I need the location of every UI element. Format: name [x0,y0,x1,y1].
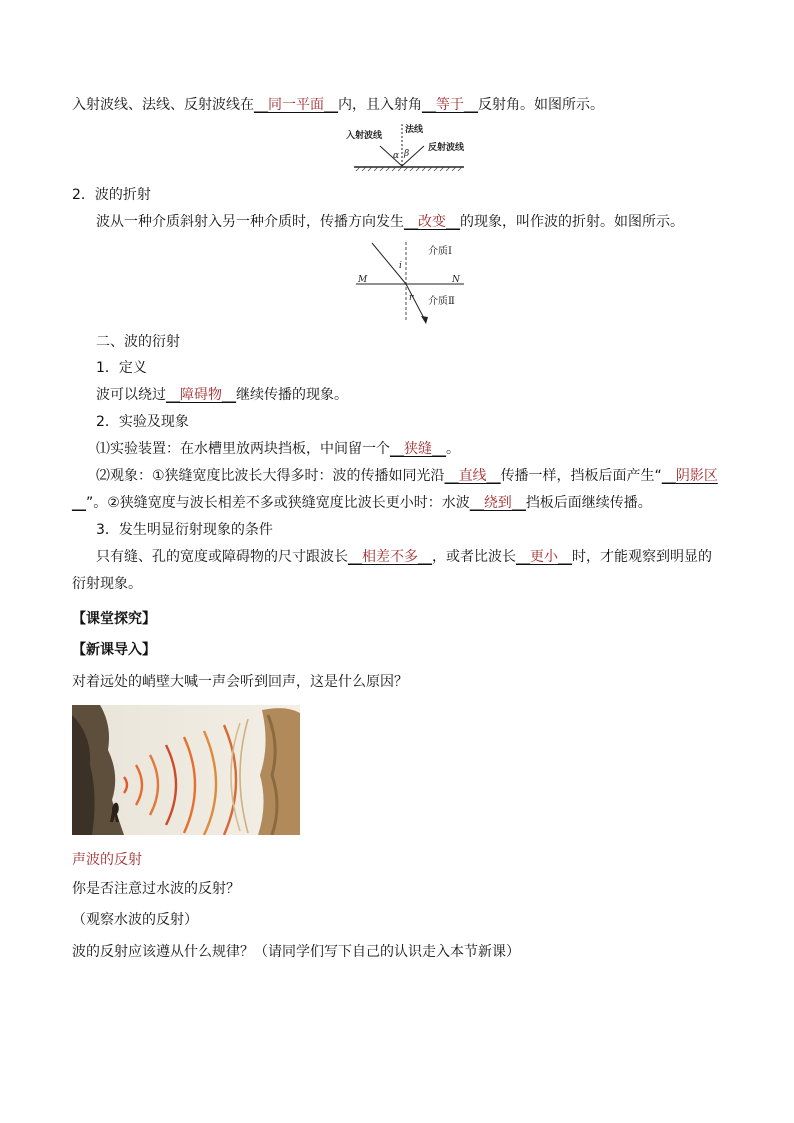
text: ，或者比波长 [432,549,516,565]
definition-heading: 1．定义 [96,360,147,376]
blank-pad: __ [516,549,530,565]
blank-pad: __ [72,495,86,511]
answer-blank [470,495,526,511]
blank-pad: __ [222,387,236,403]
answer-blank [348,549,432,565]
M-label: M [358,275,368,285]
text: 的现象，叫作波的折射。如图所示。 [460,214,684,230]
refraction-diagram [352,238,472,330]
blank-pad: __ [558,549,572,565]
text: 反射角。如图所示。 [478,97,604,113]
alpha-label: α [393,151,400,161]
blank-pad: __ [469,495,484,511]
law-question: 波的反射应该遵从什么规律？（请同学们写下自己的认识走入本节新课） [72,944,520,960]
blank-pad: __ [404,214,418,230]
text: 传播一样，挡板后面产生“ [500,468,662,484]
blank-pad: __ [446,214,460,230]
observe-note: （观察水波的反射） [72,912,198,928]
condition-text [96,547,712,567]
blank-pad: __ [422,97,436,113]
incident-label: 入射波线 [346,131,383,141]
medium1-label: 介质Ⅰ [428,246,452,257]
answer-blank [422,97,478,113]
diffraction-heading: 二、波的衍射 [96,334,180,350]
refraction-text [96,212,684,232]
blank-pad: __ [486,468,501,484]
classroom-explore: 【课堂探究】 [72,611,156,627]
reflected-label: 反射波线 [428,143,465,153]
medium2-label: 介质Ⅱ [428,296,455,307]
condition-heading: 3．发生明显衍射现象的条件 [96,522,273,538]
answer: 直线 [458,468,487,484]
experiment-heading: 2．实验及现象 [96,414,189,430]
experiment-phenomenon [96,466,718,486]
text: 继续传播的现象。 [236,387,348,403]
answer: 同一平面 [268,97,324,113]
echo-question: 对着远处的峭壁大喊一声会听到回声，这是什么原因？ [72,674,408,690]
text: ⑴实验装置：在水槽里放两块挡板，中间留一个 [96,441,390,457]
blank-pad: __ [418,549,432,565]
refraction-heading: 2．波的折射 [72,187,151,203]
answer-blank [254,97,338,113]
r-label: r [409,293,414,303]
arrow-head [421,316,428,324]
blank-pad: __ [511,495,526,511]
answer-blank [390,441,446,457]
text: 波可以绕过 [96,387,166,403]
text: 只有缝、孔的宽度或障碍物的尺寸跟波长 [96,549,348,565]
answer: 等于 [436,97,464,113]
reflection-law-line [72,95,604,115]
normal-label: 法线 [405,125,424,135]
condition-text-cont: 衍射现象。 [72,576,142,592]
answer: 更小 [530,549,558,565]
i-label: i [399,261,402,271]
blank-pad: __ [348,549,362,565]
text: 。 [446,441,460,457]
blank-pad: __ [432,441,446,457]
answer: 绕到 [483,495,512,511]
blank-pad: __ [254,97,268,113]
answer-blank [516,549,572,565]
answer: 障碍物 [180,387,222,403]
text: 内，且入射角 [338,97,422,113]
beta-label: β [404,149,410,159]
answer: 相差不多 [362,549,418,565]
definition-text [96,385,348,405]
text: ”。②狭缝宽度与波长相差不多或狭缝宽度比波长更小时：水波 [86,495,470,511]
blank-pad: __ [166,387,180,403]
answer: 阴影区 [675,468,718,484]
blank-pad: __ [464,97,478,113]
new-lesson-intro: 【新课导入】 [72,642,156,658]
blank-pad: __ [661,468,676,484]
text: ⑵观象：①狭缝宽度比波长大得多时：波的传播如同光沿 [96,468,445,484]
blank-pad: __ [390,441,404,457]
text: 时，才能观察到明显的 [572,549,712,565]
blank-pad: __ [324,97,338,113]
N-label: N [452,275,460,285]
text: 挡板后面继续传播。 [525,495,652,511]
image-caption: 声波的反射 [72,852,142,868]
blank-pad: __ [444,468,459,484]
answer: 狭缝 [404,441,432,457]
answer-blank [445,468,501,484]
answer-blank [166,387,236,403]
text: 入射波线、法线、反射波线在 [72,97,254,113]
experiment-setup [96,439,460,459]
reflection-diagram [340,120,470,175]
answer-blank [404,214,460,230]
answer-blank [662,468,718,484]
sound-reflection-illustration [72,705,300,835]
text: 波从一种介质斜射入另一种介质时，传播方向发生 [96,214,404,230]
experiment-phenomenon-cont [72,493,652,513]
answer: 改变 [418,214,446,230]
water-wave-question: 你是否注意过水波的反射？ [72,881,240,897]
